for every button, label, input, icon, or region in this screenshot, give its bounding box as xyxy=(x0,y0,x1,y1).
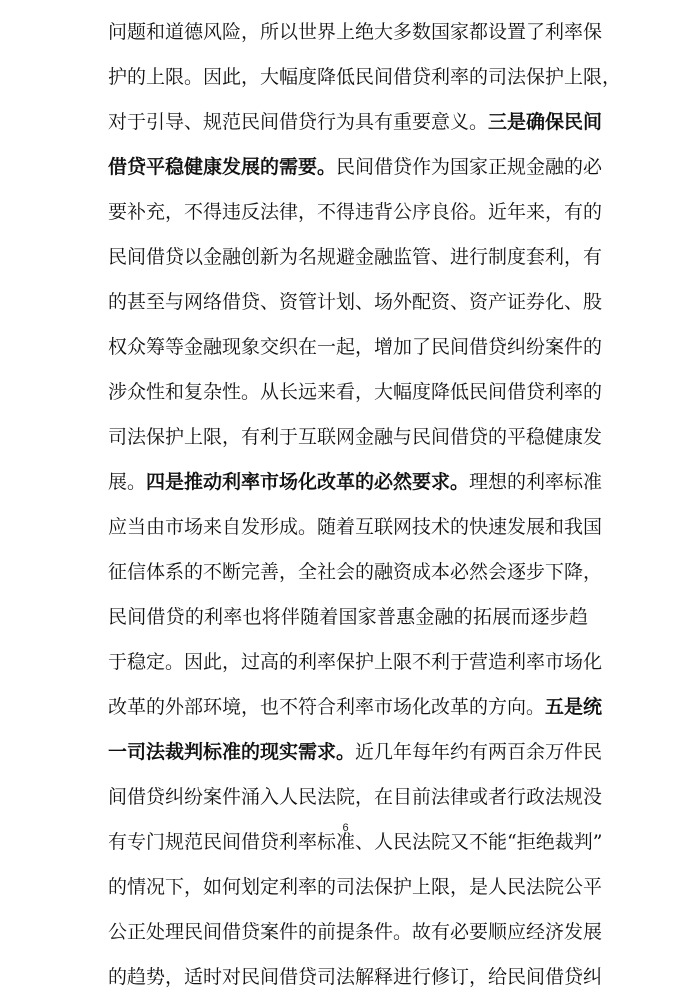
text-line xyxy=(108,100,603,145)
text-segment: 要补充，不得违反法律，不得违背公序良俗。近年来，有的 xyxy=(108,201,603,223)
text-segment: 的甚至与网络借贷、资管计划、场外配资、资产证券化、股 xyxy=(108,291,603,313)
body-text xyxy=(108,10,622,1000)
text-line xyxy=(108,325,603,370)
text-line xyxy=(108,145,603,190)
text-line xyxy=(108,865,603,910)
text-line xyxy=(108,595,588,640)
bold-phrase: 一司法裁判标准的现实需求。 xyxy=(108,741,356,763)
text-line xyxy=(108,955,603,1000)
text-line xyxy=(108,370,603,415)
bold-phrase: 三是确保民间 xyxy=(488,111,603,133)
text-segment: 护的上限。因此，大幅度降低民间借贷利率的司法保护上限， xyxy=(108,66,622,88)
text-line xyxy=(108,640,603,685)
text-line xyxy=(108,550,603,595)
text-line xyxy=(108,460,603,505)
text-line xyxy=(108,730,603,775)
text-segment: 改革的外部环境，也不符合利率市场化改革的方向。 xyxy=(108,696,546,718)
text-segment: 公正处理民间借贷案件的前提条件。故有必要顺应经济发展 xyxy=(108,921,603,943)
text-segment: 的情况下，如何划定利率的司法保护上限，是人民法院公平 xyxy=(108,876,603,898)
text-segment: 有专门规范民间借贷利率标准、人民法院又不能“拒绝裁判” xyxy=(108,831,603,853)
text-segment: 于稳定。因此，过高的利率保护上限不利于营造利率市场化 xyxy=(108,651,603,673)
text-line xyxy=(108,280,603,325)
text-segment: 民间借贷以金融创新为名规避金融监管、进行制度套利，有 xyxy=(108,246,603,268)
text-segment: 间借贷纠纷案件涌入人民法院，在目前法律或者行政法规没 xyxy=(108,786,603,808)
text-segment: 问题和道德风险，所以世界上绝大多数国家都设置了利率保 xyxy=(108,21,603,43)
text-line xyxy=(108,910,603,955)
text-segment: 展。 xyxy=(108,471,147,493)
bold-phrase: 五是统 xyxy=(545,696,603,718)
text-segment: 对于引导、规范民间借贷行为具有重要意义。 xyxy=(108,111,489,133)
bold-phrase: 借贷平稳健康发展的需要。 xyxy=(108,156,337,178)
text-segment: 司法保护上限，有利于互联网金融与民间借贷的平稳健康发 xyxy=(108,426,603,448)
text-segment: 征信体系的不断完善，全社会的融资成本必然会逐步下降， xyxy=(108,561,603,583)
text-line xyxy=(108,505,603,550)
text-line xyxy=(108,10,603,55)
page-number: 6 xyxy=(342,822,349,834)
text-line xyxy=(108,190,603,235)
text-segment: 涉众性和复杂性。从长远来看，大幅度降低民间借贷利率的 xyxy=(108,381,603,403)
text-segment: 民间借贷的利率也将伴随着国家普惠金融的拓展而逐步趋 xyxy=(108,606,588,628)
text-segment: 理想的利率标准 xyxy=(469,471,603,493)
text-segment: 民间借贷作为国家正规金融的必 xyxy=(336,156,603,178)
text-line xyxy=(108,235,603,280)
text-segment: 的趋势，适时对民间借贷司法解释进行修订，给民间借贷纠 xyxy=(108,966,603,988)
text-line xyxy=(108,685,603,730)
text-segment: 权众筹等金融现象交织在一起，增加了民间借贷纠纷案件的 xyxy=(108,336,603,358)
text-line xyxy=(108,775,603,820)
text-line xyxy=(108,415,603,460)
text-segment: 应当由市场来自发形成。随着互联网技术的快速发展和我国 xyxy=(108,516,603,538)
text-line xyxy=(108,55,622,100)
text-segment: 近几年每年约有两百余万件民 xyxy=(355,741,603,763)
bold-phrase: 四是推动利率市场化改革的必然要求。 xyxy=(146,471,470,493)
